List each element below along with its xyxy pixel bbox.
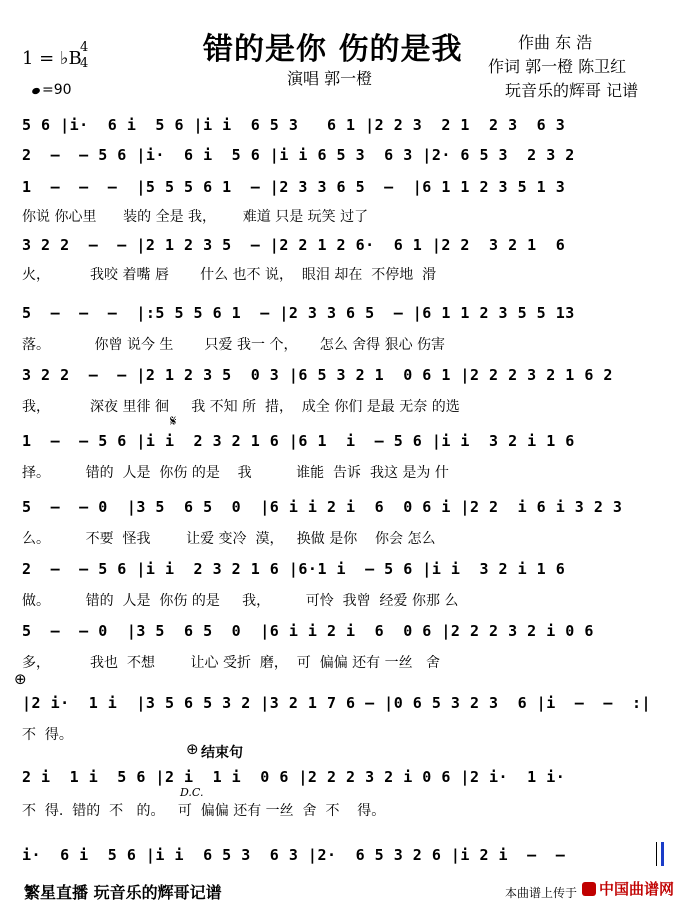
score-row-8: 5 – – 0 |3 5 6 5 0 |6 i i 2 i 6 0 6 i |2 2 i 6 i 3 2 3 xyxy=(22,498,623,516)
site-logo xyxy=(582,878,674,899)
composer-credit: 作曲 东 浩 xyxy=(518,33,593,52)
tempo-marking xyxy=(32,82,72,98)
site-logo-icon xyxy=(582,882,596,896)
lyric-row-10: 多， 我也 不想 让心 受折 磨， 可 偏偏 还有 一丝 舍 xyxy=(22,655,440,671)
score-row-3: 1 – – – |5 5 5 6 1 – |2 3 3 6 5 – |6 1 1 2 3 5 1 3 xyxy=(22,178,566,196)
lyric-row-7: 择。 错的 人是 你伤 的是 我 谁能 告诉 我这 是为 什 xyxy=(22,465,449,481)
score-row-7: 1 – – 5 6 |i i 2 3 2 1 6 |6 1 i – 5 6 |i i 3 2 i 1 6 xyxy=(22,432,575,450)
time-signature xyxy=(80,40,88,72)
time-signature-bottom: 4 xyxy=(80,56,89,71)
score-row-6: 3 2 2 – – |2 1 2 3 5 0 3 |6 5 3 2 1 0 6 1 |2 2 2 3 2 1 6 2 xyxy=(22,366,613,384)
score-row-4: 3 2 2 – – |2 1 2 3 5 – |2 2 1 2 6· 6 1 |2 2 3 2 1 6 xyxy=(22,236,566,254)
score-row-10: 5 – – 0 |3 5 6 5 0 |6 i i 2 i 6 0 6 |2 2 2 3 2 i 0 6 xyxy=(22,622,594,640)
lyric-row-4: 火， 我咬 着嘴 唇 什么 也不 说， 眼泪 却在 不停地 滑 xyxy=(22,267,437,283)
quarter-note-icon xyxy=(31,87,41,95)
lyric-row-9: 做。 错的 人是 你伤 的是 我， 可怜 我曾 经爱 你那 么 xyxy=(22,593,459,609)
coda-mark-2: ⊕ xyxy=(186,740,199,758)
lyric-row-11: 不 得。 xyxy=(22,727,73,743)
site-name: 中国曲谱网 xyxy=(599,880,675,898)
singer-credit: 演唱 郭一橙 xyxy=(287,69,373,88)
dc-mark: D.C. xyxy=(180,786,204,799)
ending-label: 结束句 xyxy=(201,745,243,761)
upload-note: 本曲谱上传于 xyxy=(505,886,578,900)
tempo-value: =90 xyxy=(42,82,72,98)
segno-mark: 𝄋 xyxy=(170,412,177,430)
song-title: 错的是你 伤的是我 xyxy=(203,32,463,67)
lyric-row-5: 落。 你曾 说今 生 只爱 我一 个， 怎么 舍得 狠心 伤害 xyxy=(22,337,446,353)
score-row-12: 2 i 1 i 5 6 |2 i 1 i 0 6 |2 2 2 3 2 i 0 6 |2 i· 1 i· xyxy=(22,768,566,786)
lyricist-credit: 作词 郭一橙 陈卫红 xyxy=(488,57,627,76)
score-row-2: 2 – – 5 6 |i· 6 i 5 6 |i i 6 5 3 6 3 |2· 6 5 3 2 3 2 xyxy=(22,146,575,164)
key-signature: 1 = ♭B xyxy=(22,48,82,69)
time-signature-top: 4 xyxy=(80,40,89,55)
coda-mark-1: ⊕ xyxy=(14,670,27,688)
score-row-1: 5 6 |i· 6 i 5 6 |i i 6 5 3 6 1 |2 2 3 2 1 2 3 6 3 xyxy=(22,116,566,134)
lyric-row-6: 我， 深夜 里徘 徊 我 不知 所 措， 成全 你们 是最 无奈 的选 xyxy=(22,399,460,415)
final-barline-thick xyxy=(661,842,664,866)
lyric-row-12: 不 得. 错的 不 的。 可 偏偏 还有 一丝 舍 不 得。 xyxy=(22,803,386,819)
lyric-row-3: 你说 你心里 装的 全是 我， 难道 只是 玩笑 过了 xyxy=(22,209,369,225)
transcriber-credit: 玩音乐的辉哥 记谱 xyxy=(505,81,639,100)
score-row-11: |2 i· 1 i |3 5 6 5 3 2 |3 2 1 7 6 – |0 6 5 3 2 3 6 |i – – :| xyxy=(22,694,652,712)
score-row-13: i· 6 i 5 6 |i i 6 5 3 6 3 |2· 6 5 3 2 6 |i 2 i – – xyxy=(22,846,566,864)
final-barline-thin xyxy=(656,842,657,866)
footer-credit: 繁星直播 玩音乐的辉哥记谱 xyxy=(24,883,222,902)
score-row-9: 2 – – 5 6 |i i 2 3 2 1 6 |6·1 i – 5 6 |i i 3 2 i 1 6 xyxy=(22,560,566,578)
score-row-5: 5 – – – |:5 5 5 6 1 – |2 3 3 6 5 – |6 1 1 2 3 5 5 13 xyxy=(22,304,575,322)
lyric-row-8: 么。 不要 怪我 让爱 变冷 漠， 换做 是你 你会 怎么 xyxy=(22,531,436,547)
